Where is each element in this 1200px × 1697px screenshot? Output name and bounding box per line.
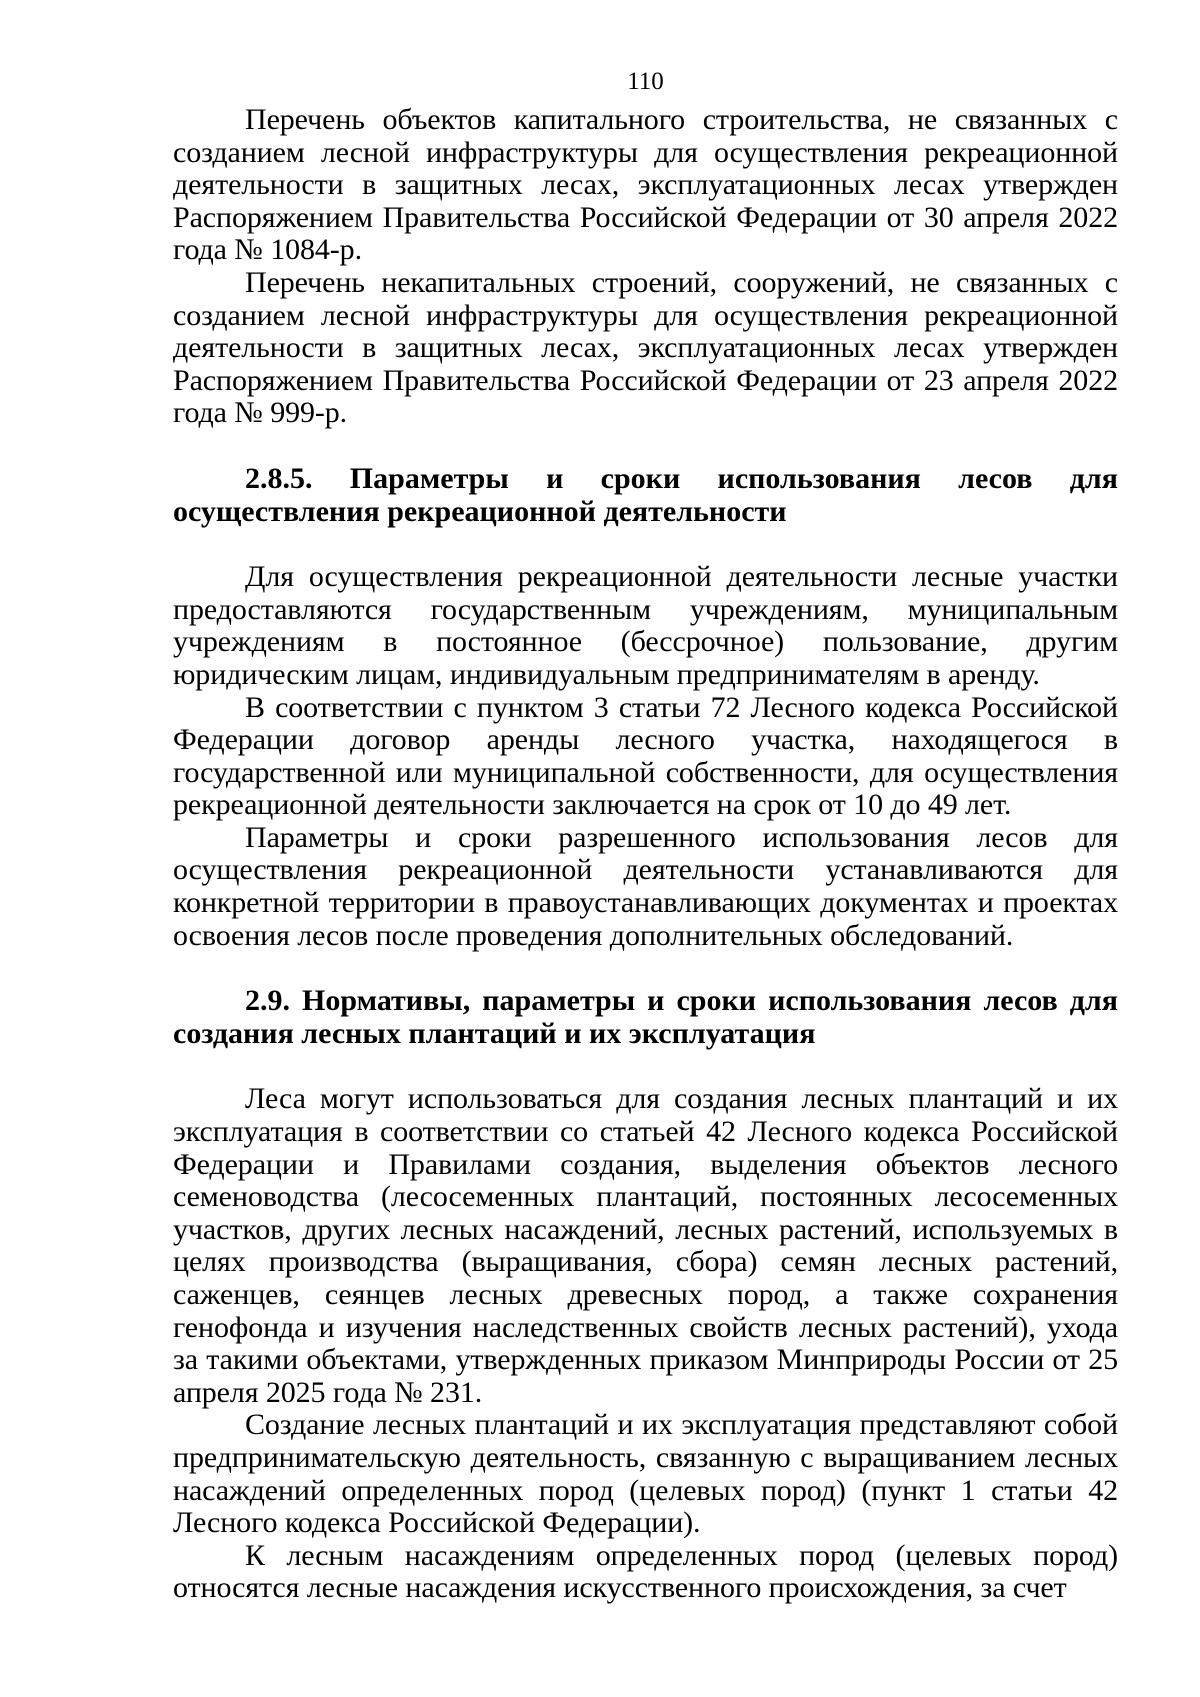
paragraph-target-species: К лесным насаждениям определенных пород (целевых пород) относятся лесные насаждения искусственного происхождения, за счет [173,1538,1118,1605]
document-page [173,66,1118,1605]
paragraph-recreation-parameters: Параметры и сроки разрешенного использования лесов для осуществления рекреационной деятельности устанавливаются для конкретной территории в правоустанавливающих документах и проектах освоения лесов после проведения дополнительных обследований. [173,820,1118,952]
paragraph-lease-term: В соответствии с пунктом 3 статьи 72 Лесного кодекса Российской Федерации договор аренды лесного участка, находящегося в государственной или муниципальной собственности, для осуществления рекреационной деятельности заключается на срок от 10 до 49 лет. [173,690,1118,822]
spacer [173,952,1118,985]
paragraph-noncapital-structures-list: Перечень некапитальных строений, сооружений, не связанных с созданием лесной инфраструктуры для осуществления рекреационной деятельности в защитных лесах, эксплуатационных лесах утвержден Распоряжением Правительства Российской Федерации от 23 апреля 2022 года № 999-р. [173,265,1118,430]
paragraph-recreational-plots: Для осуществления рекреационной деятельности лесные участки предоставляются государственным учреждениям, муниципальным учреждениям в постоянное (бессрочное) пользование, другим юридическим лицам, индивидуальным предпринимателям в аренду. [173,560,1118,691]
paragraph-capital-construction-list: Перечень объектов капитального строительства, не связанных с созданием лесной инфраструктуры для осуществления рекреационной деятельности в защитных лесах, эксплуатационных лесах утвержден Распоряжением Правительства Российской Федерации от 30 апреля 2022 года № 1084-р. [173,103,1118,267]
paragraph-plantations-business: Создание лесных плантаций и их эксплуатация представляют собой предпринимательскую деятельность, связанную с выращиванием лесных насаждений определенных пород (целевых пород) (пункт 1 статьи 42 Лесного кодекса Российской Федерации). [173,1408,1118,1540]
section-heading-2-9: 2.9. Нормативы, параметры и сроки использования лесов для создания лесных плантаций и их эксплуатация [173,984,1118,1050]
spacer [173,430,1118,463]
section-heading-2-8-5: 2.8.5. Параметры и сроки использования лесов для осуществления рекреационной деятельности [173,461,1118,528]
paragraph-forest-plantations-rules: Леса могут использоваться для создания лесных плантаций и их эксплуатация в соответствии со статьей 42 Лесного кодекса Российской Федерации и Правилами создания, выделения объектов лесного семеноводства (лесосеменных плантаций, постоянных лесосеменных участков, других лесных насаждений, лесных растений, используемых в целях производства (выращивания, сбора) семян лесных растений, саженцев, сеянцев лесных древесных пород, а также сохранения генофонда и изучения наследственных свойств лесных растений), ухода за такими объектами, утвержденных приказом Минприроды России от 25 апреля 2025 года № 231. [173,1082,1118,1409]
page-number: 110 [627,68,664,95]
spacer [173,528,1118,561]
spacer [173,1050,1118,1083]
